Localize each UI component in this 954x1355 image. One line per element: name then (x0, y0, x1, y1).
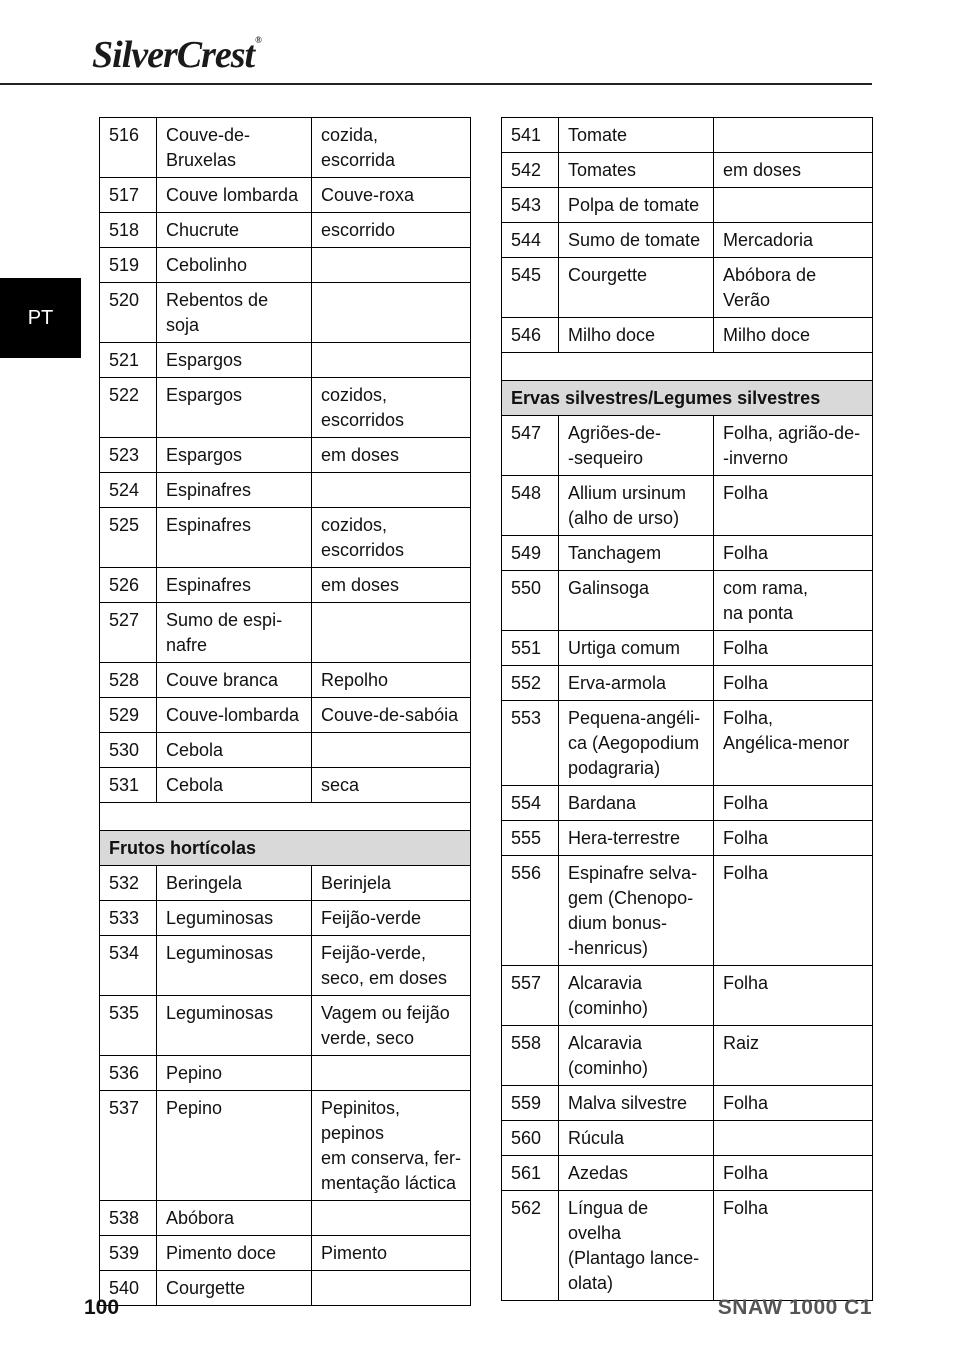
item-name: Língua de ovelha (Plantago lance- olata) (559, 1191, 714, 1301)
item-name: Espinafre selva- gem (Chenopo- dium bonus- -henricus) (559, 856, 714, 966)
header-rule (0, 83, 872, 85)
item-note: em doses (312, 438, 471, 473)
item-name: Tanchagem (559, 536, 714, 571)
table-row (100, 178, 471, 213)
item-number: 562 (502, 1191, 559, 1301)
item-number: 541 (502, 118, 559, 153)
table-row (100, 378, 471, 438)
table-row (502, 856, 873, 966)
table-row (502, 1086, 873, 1121)
item-number: 532 (100, 866, 157, 901)
brand-logo (92, 36, 261, 74)
item-name: Allium ursinum (alho de urso) (559, 476, 714, 536)
item-number: 547 (502, 416, 559, 476)
item-number: 519 (100, 248, 157, 283)
item-number: 549 (502, 536, 559, 571)
item-name: Beringela (157, 866, 312, 901)
table-row (100, 603, 471, 663)
section-title: Frutos hortícolas (100, 831, 471, 866)
table-row (502, 1026, 873, 1086)
section-title: Ervas silvestres/Legumes silvestres (502, 381, 873, 416)
item-note (312, 733, 471, 768)
item-number: 528 (100, 663, 157, 698)
item-note (714, 188, 873, 223)
table-row (100, 508, 471, 568)
item-name: Polpa de tomate (559, 188, 714, 223)
item-number: 560 (502, 1121, 559, 1156)
table-row (100, 733, 471, 768)
item-note (312, 603, 471, 663)
item-number: 538 (100, 1201, 157, 1236)
table-row (100, 1271, 471, 1306)
item-note: Folha (714, 1086, 873, 1121)
item-number: 559 (502, 1086, 559, 1121)
item-name: Couve-lombarda (157, 698, 312, 733)
item-name: Tomates (559, 153, 714, 188)
item-number: 540 (100, 1271, 157, 1306)
table-row (502, 786, 873, 821)
item-note (312, 248, 471, 283)
table-body-left (100, 118, 471, 1306)
table-row (100, 213, 471, 248)
item-note: com rama, na ponta (714, 571, 873, 631)
table-row (502, 1191, 873, 1301)
table-row (502, 223, 873, 258)
item-number: 535 (100, 996, 157, 1056)
item-number: 548 (502, 476, 559, 536)
item-note: cozidos, escorridos (312, 508, 471, 568)
model-name: SNAW 1000 C1 (717, 1296, 872, 1319)
item-note: em doses (714, 153, 873, 188)
item-note (312, 283, 471, 343)
item-number: 561 (502, 1156, 559, 1191)
item-note (312, 1201, 471, 1236)
item-note: escorrido (312, 213, 471, 248)
table-row (502, 1121, 873, 1156)
item-name: Milho doce (559, 318, 714, 353)
item-note (312, 1271, 471, 1306)
item-note: Folha (714, 536, 873, 571)
item-number: 558 (502, 1026, 559, 1086)
item-note: Folha (714, 966, 873, 1026)
item-name: Rebentos de soja (157, 283, 312, 343)
table-row (100, 768, 471, 803)
item-number: 536 (100, 1056, 157, 1091)
table-row (100, 996, 471, 1056)
item-name: Couve-de- Bruxelas (157, 118, 312, 178)
item-note: Folha (714, 856, 873, 966)
registered-mark: ® (255, 35, 261, 45)
item-number: 543 (502, 188, 559, 223)
item-number: 555 (502, 821, 559, 856)
table-row (100, 1091, 471, 1201)
table-row (100, 438, 471, 473)
table-row (502, 188, 873, 223)
table-row (502, 966, 873, 1026)
item-number: 526 (100, 568, 157, 603)
item-name: Courgette (559, 258, 714, 318)
table-row (502, 821, 873, 856)
table-row (100, 568, 471, 603)
table-row (100, 698, 471, 733)
section-header-row (502, 381, 873, 416)
table-row (502, 1156, 873, 1191)
item-note: Folha (714, 786, 873, 821)
table-row (502, 571, 873, 631)
item-name: Leguminosas (157, 996, 312, 1056)
item-number: 531 (100, 768, 157, 803)
item-name: Courgette (157, 1271, 312, 1306)
table-row (100, 473, 471, 508)
item-note: Raiz (714, 1026, 873, 1086)
item-note: Vagem ou feijão verde, seco (312, 996, 471, 1056)
brand-name: SilverCrest (92, 34, 255, 76)
item-note: Pimento (312, 1236, 471, 1271)
item-number: 554 (502, 786, 559, 821)
item-number: 524 (100, 473, 157, 508)
item-note: cozida, escorrida (312, 118, 471, 178)
item-note: Couve-roxa (312, 178, 471, 213)
table-row (502, 318, 873, 353)
table-row (100, 1201, 471, 1236)
item-name: Cebola (157, 733, 312, 768)
item-note: Folha (714, 1156, 873, 1191)
item-note (312, 343, 471, 378)
item-name: Tomate (559, 118, 714, 153)
item-note: Folha, Angélica-menor (714, 701, 873, 786)
item-name: Erva-armola (559, 666, 714, 701)
item-name: Abóbora (157, 1201, 312, 1236)
item-name: Espargos (157, 438, 312, 473)
table-body-right (502, 118, 873, 1301)
spacer-row (502, 353, 873, 381)
item-note: Feijão-verde, seco, em doses (312, 936, 471, 996)
item-note: Feijão-verde (312, 901, 471, 936)
table-row (100, 1236, 471, 1271)
item-number: 518 (100, 213, 157, 248)
table-row (502, 258, 873, 318)
item-name: Alcaravia (cominho) (559, 1026, 714, 1086)
item-name: Pepino (157, 1056, 312, 1091)
item-name: Azedas (559, 1156, 714, 1191)
item-name: Espinafres (157, 568, 312, 603)
table-row (100, 901, 471, 936)
item-number: 550 (502, 571, 559, 631)
item-number: 533 (100, 901, 157, 936)
language-tab: PT (0, 278, 81, 358)
item-number: 556 (502, 856, 559, 966)
table-row (502, 701, 873, 786)
food-table-left (99, 117, 471, 1306)
page-number: 100 (84, 1296, 120, 1319)
item-note: seca (312, 768, 471, 803)
item-note: Abóbora de Verão (714, 258, 873, 318)
section-header-row (100, 831, 471, 866)
item-note: Mercadoria (714, 223, 873, 258)
item-number: 542 (502, 153, 559, 188)
item-note: Folha (714, 631, 873, 666)
item-name: Espargos (157, 378, 312, 438)
item-number: 537 (100, 1091, 157, 1201)
item-note: em doses (312, 568, 471, 603)
item-note: Berinjela (312, 866, 471, 901)
item-number: 552 (502, 666, 559, 701)
table-row (100, 118, 471, 178)
item-number: 523 (100, 438, 157, 473)
item-name: Sumo de espi- nafre (157, 603, 312, 663)
table-row (502, 153, 873, 188)
item-name: Chucrute (157, 213, 312, 248)
item-name: Agriões-de- -sequeiro (559, 416, 714, 476)
item-name: Pepino (157, 1091, 312, 1201)
table-row (502, 536, 873, 571)
item-number: 545 (502, 258, 559, 318)
item-note: Couve-de-sabóia (312, 698, 471, 733)
item-note: cozidos, escorridos (312, 378, 471, 438)
table-row (100, 936, 471, 996)
table-row (502, 416, 873, 476)
item-number: 546 (502, 318, 559, 353)
item-name: Sumo de tomate (559, 223, 714, 258)
table-row (502, 118, 873, 153)
item-name: Espargos (157, 343, 312, 378)
item-number: 551 (502, 631, 559, 666)
table-row (100, 1056, 471, 1091)
item-number: 522 (100, 378, 157, 438)
item-name: Espinafres (157, 508, 312, 568)
table-row (100, 283, 471, 343)
item-name: Pimento doce (157, 1236, 312, 1271)
item-number: 557 (502, 966, 559, 1026)
table-row (502, 666, 873, 701)
item-name: Galinsoga (559, 571, 714, 631)
item-name: Cebolinho (157, 248, 312, 283)
item-name: Malva silvestre (559, 1086, 714, 1121)
spacer-cell (100, 803, 471, 831)
spacer-cell (502, 353, 873, 381)
item-name: Rúcula (559, 1121, 714, 1156)
item-number: 544 (502, 223, 559, 258)
item-note: Folha (714, 476, 873, 536)
item-note: Folha (714, 666, 873, 701)
item-note (312, 1056, 471, 1091)
item-name: Bardana (559, 786, 714, 821)
item-number: 529 (100, 698, 157, 733)
item-name: Leguminosas (157, 936, 312, 996)
table-row (100, 248, 471, 283)
table-row (100, 343, 471, 378)
item-name: Espinafres (157, 473, 312, 508)
item-note: Folha, agrião-de- -inverno (714, 416, 873, 476)
item-note: Pepinitos, pepinos em conserva, fer- mentação láctica (312, 1091, 471, 1201)
item-name: Couve branca (157, 663, 312, 698)
item-note: Milho doce (714, 318, 873, 353)
item-note (714, 1121, 873, 1156)
item-number: 530 (100, 733, 157, 768)
item-name: Alcaravia (cominho) (559, 966, 714, 1026)
item-name: Pequena-angéli- ca (Aegopodium podagraria) (559, 701, 714, 786)
item-note: Folha (714, 1191, 873, 1301)
item-number: 553 (502, 701, 559, 786)
table-row (100, 663, 471, 698)
item-name: Leguminosas (157, 901, 312, 936)
item-name: Hera-terrestre (559, 821, 714, 856)
item-number: 539 (100, 1236, 157, 1271)
table-row (100, 866, 471, 901)
table-row (502, 631, 873, 666)
item-note: Folha (714, 821, 873, 856)
spacer-row (100, 803, 471, 831)
table-row (502, 476, 873, 536)
item-number: 520 (100, 283, 157, 343)
item-number: 521 (100, 343, 157, 378)
item-number: 525 (100, 508, 157, 568)
item-number: 516 (100, 118, 157, 178)
item-note (312, 473, 471, 508)
item-note: Repolho (312, 663, 471, 698)
food-table-right (501, 117, 873, 1301)
item-note (714, 118, 873, 153)
item-number: 534 (100, 936, 157, 996)
item-number: 527 (100, 603, 157, 663)
item-name: Couve lombarda (157, 178, 312, 213)
item-number: 517 (100, 178, 157, 213)
item-name: Cebola (157, 768, 312, 803)
item-name: Urtiga comum (559, 631, 714, 666)
